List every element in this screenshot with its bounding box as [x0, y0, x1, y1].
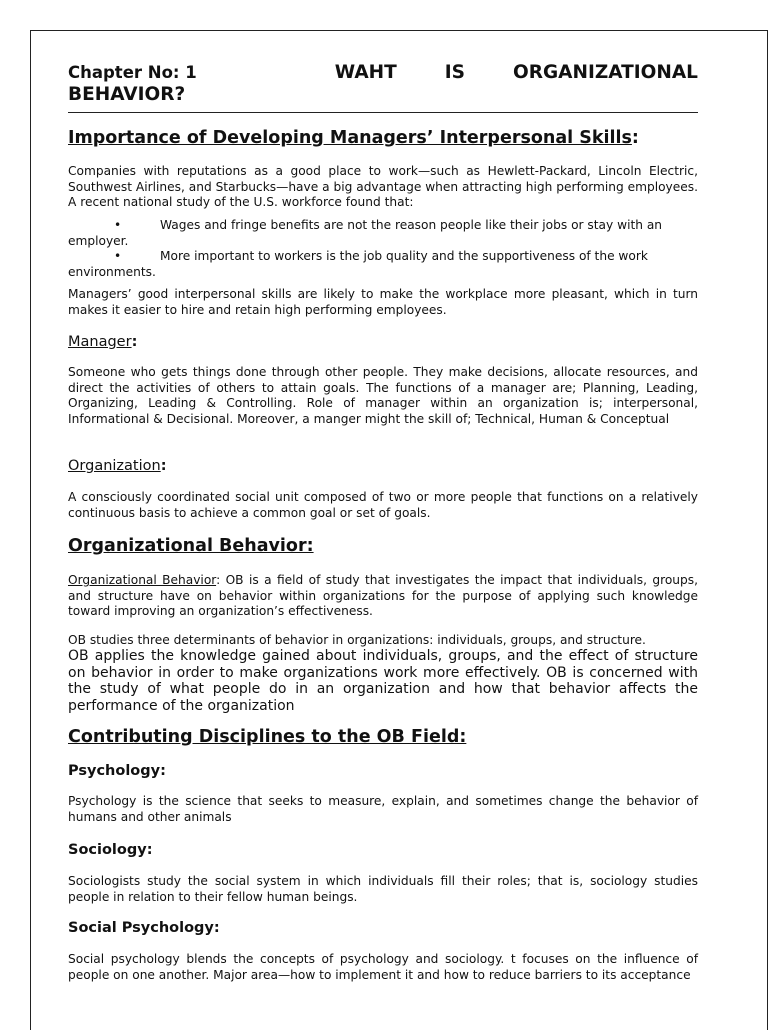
social-psychology-paragraph: Social psychology blends the concepts of psychology and sociology. t focuses on the influence of people on one another. Major area—how to implement it and how to reduce barriers to its acceptance	[68, 952, 698, 982]
psychology-heading: Psychology:	[68, 763, 166, 779]
title-divider	[68, 112, 698, 113]
ob-paragraph-3: OB applies the knowledge gained about individuals, groups, and the effect of structure on behavior in order to make organizations work more effectively. OB is concerned with the study of what people do in an organization and how that behavior affects the performance of the organization	[68, 648, 698, 714]
organization-heading	[68, 457, 167, 475]
psychology-paragraph: Psychology is the science that seeks to measure, explain, and sometimes change the behavior of humans and other animals	[68, 794, 698, 824]
chapter-title-word-2: IS	[444, 62, 465, 83]
chapter-title	[68, 62, 698, 106]
social-psychology-heading: Social Psychology:	[68, 920, 220, 936]
importance-heading	[68, 128, 639, 148]
sociology-heading: Sociology:	[68, 842, 153, 858]
manager-heading-colon: :	[131, 334, 138, 350]
ob-term: Organizational Behavior	[68, 573, 217, 587]
ob-paragraph-1	[68, 573, 698, 620]
ob-paragraph-2	[68, 633, 698, 649]
importance-heading-colon: :	[631, 128, 639, 148]
sociology-paragraph: Sociologists study the social system in which individuals fill their roles; that is, sociology studies people in relation to their fellow human beings.	[68, 874, 698, 904]
ob-heading	[68, 536, 314, 556]
chapter-number: Chapter No: 1	[68, 63, 197, 82]
bullet-text-1: Wages and fringe benefits are not the reason people like their jobs or stay with an employer.	[68, 218, 663, 248]
importance-paragraph-1: Companies with reputations as a good place to work—such as Hewlett-Packard, Lincoln Electric, Southwest Airlines, and Starbucks—have a big advantage when attracting high performing employees. A recent national study of the U.S. workforce found that:	[68, 164, 698, 209]
chapter-title-word-1: WAHT	[334, 62, 397, 83]
bullet-item-1	[68, 218, 698, 249]
importance-heading-text: Importance of Developing Managers’ Interpersonal Skills	[68, 128, 632, 148]
bullet-dot-icon: •	[114, 218, 122, 232]
organization-paragraph: A consciously coordinated social unit composed of two or more people that functions on a relatively continuous basis to achieve a common goal or set of goals.	[68, 490, 698, 520]
organization-heading-colon: :	[160, 458, 167, 474]
bullet-text-2: More important to workers is the job quality and the supportiveness of the work environments.	[68, 249, 648, 279]
manager-paragraph: Someone who gets things done through other people. They make decisions, allocate resources, and direct the activities of others to attain goals. The functions of a manager are; Planning, Leading, Organizing, Leading & Controlling. Role of manager within an organization is; interpersonal, Informational & Decisional. Moreover, a manger might the skill of; Technical, Human & Conceptual	[68, 365, 698, 426]
manager-heading-text: Manager	[68, 334, 132, 350]
manager-heading	[68, 333, 137, 351]
importance-paragraph-2: Managers’ good interpersonal skills are likely to make the workplace more pleasant, which in turn makes it easier to hire and retain high performing employees.	[68, 287, 698, 317]
bullet-item-2	[68, 249, 698, 280]
ob-definition: : OB is a field of study that investigates the impact that individuals, groups, and structure have on behavior within organizations for the purpose of applying such knowledge toward improving an organization’s effectiveness.	[68, 573, 698, 618]
disciplines-heading-text: Contributing Disciplines to the OB Field:	[68, 727, 467, 747]
chapter-title-word-3: ORGANIZATIONAL	[513, 62, 698, 83]
organization-heading-text: Organization	[68, 458, 161, 474]
bullet-dot-icon: •	[114, 249, 122, 263]
chapter-title-word-4: BEHAVIOR?	[68, 84, 186, 105]
ob-heading-text: Organizational Behavior:	[68, 536, 314, 556]
disciplines-heading	[68, 727, 466, 747]
ob-determinants-text: OB studies three determinants of behavior in organizations: individuals, groups, and structure.	[68, 633, 646, 647]
